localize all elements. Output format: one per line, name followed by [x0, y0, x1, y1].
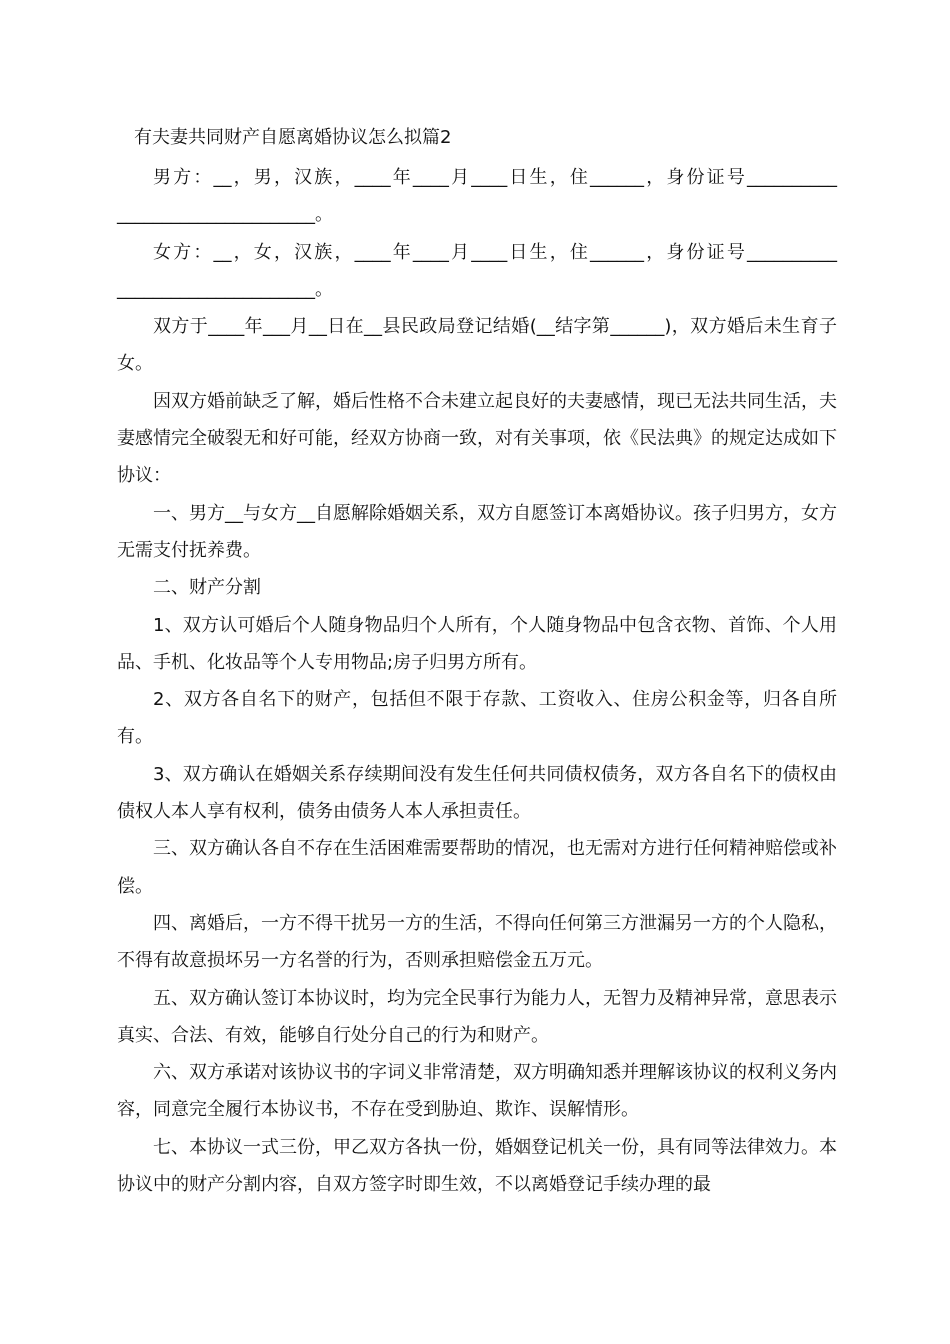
paragraph-clause-2-item-2: 2、双方各自名下的财产，包括但不限于存款、工资收入、住房公积金等，归各自所有。 [117, 689, 837, 748]
paragraph-clause-2-item-3: 3、双方确认在婚姻关系存续期间没有发生任何共同债权债务，双方各自名下的债权由债权人本人享有权利，债务由债务人本人承担责任。 [117, 763, 837, 823]
paragraph-clause-2-heading: 二、财产分割 [153, 577, 261, 599]
paragraph-clause-1: 一、男方__与女方__自愿解除婚姻关系，双方自愿签订本离婚协议。孩子归男方，女方无需支付抚养费。 [117, 502, 837, 561]
paragraph-female-party-info: 女方：__，女，汉族，____年____月____日生，住______，身份证号__________ ______________________。 [117, 241, 837, 300]
paragraph-male-party-info: 男方：__，男，汉族，____年____月____日生，住______，身份证号__________ ______________________。 [117, 167, 837, 226]
paragraph-clause-3: 三、双方确认各自不存在生活困难需要帮助的情况，也无需对方进行任何精神赔偿或补偿。 [117, 838, 837, 897]
paragraph-clause-6: 六、双方承诺对该协议书的字词义非常清楚，双方明确知悉并理解该协议的权利义务内容，同意完全履行本协议书，不存在受到胁迫、欺诈、误解情形。 [117, 1062, 837, 1121]
paragraph-clause-4: 四、离婚后，一方不得干扰另一方的生活，不得向任何第三方泄漏另一方的个人隐私，不得有故意损坏另一方名誉的行为，否则承担赔偿金五万元。 [117, 912, 837, 972]
paragraph-clause-2-item-1: 1、双方认可婚后个人随身物品归个人所有，个人随身物品中包含衣物、首饰、个人用品、手机、化妆品等个人专用物品;房子归男方所有。 [117, 614, 837, 673]
paragraph-reason: 因双方婚前缺乏了解，婚后性格不合未建立起良好的夫妻感情，现已无法共同生活，夫妻感情完全破裂无和好可能，经双方协商一致，对有关事项，依《民法典》的规定达成如下协议： [117, 390, 837, 487]
document-title: 有夫妻共同财产自愿离婚协议怎么拟篇2 [134, 127, 452, 148]
paragraph-marriage-registration: 双方于____年___月__日在__县民政局登记结婚(__结字第______)，双方婚后未生育子女。 [117, 316, 837, 375]
document-body [117, 159, 837, 1203]
paragraph-clause-7: 七、本协议一式三份，甲乙双方各执一份，婚姻登记机关一份，具有同等法律效力。本协议中的财产分割内容，自双方签字时即生效，不以离婚登记手续办理的最 [117, 1136, 837, 1196]
paragraph-clause-5: 五、双方确认签订本协议时，均为完全民事行为能力人，无智力及精神异常，意思表示真实、合法、有效，能够自行处分自己的行为和财产。 [117, 987, 837, 1046]
